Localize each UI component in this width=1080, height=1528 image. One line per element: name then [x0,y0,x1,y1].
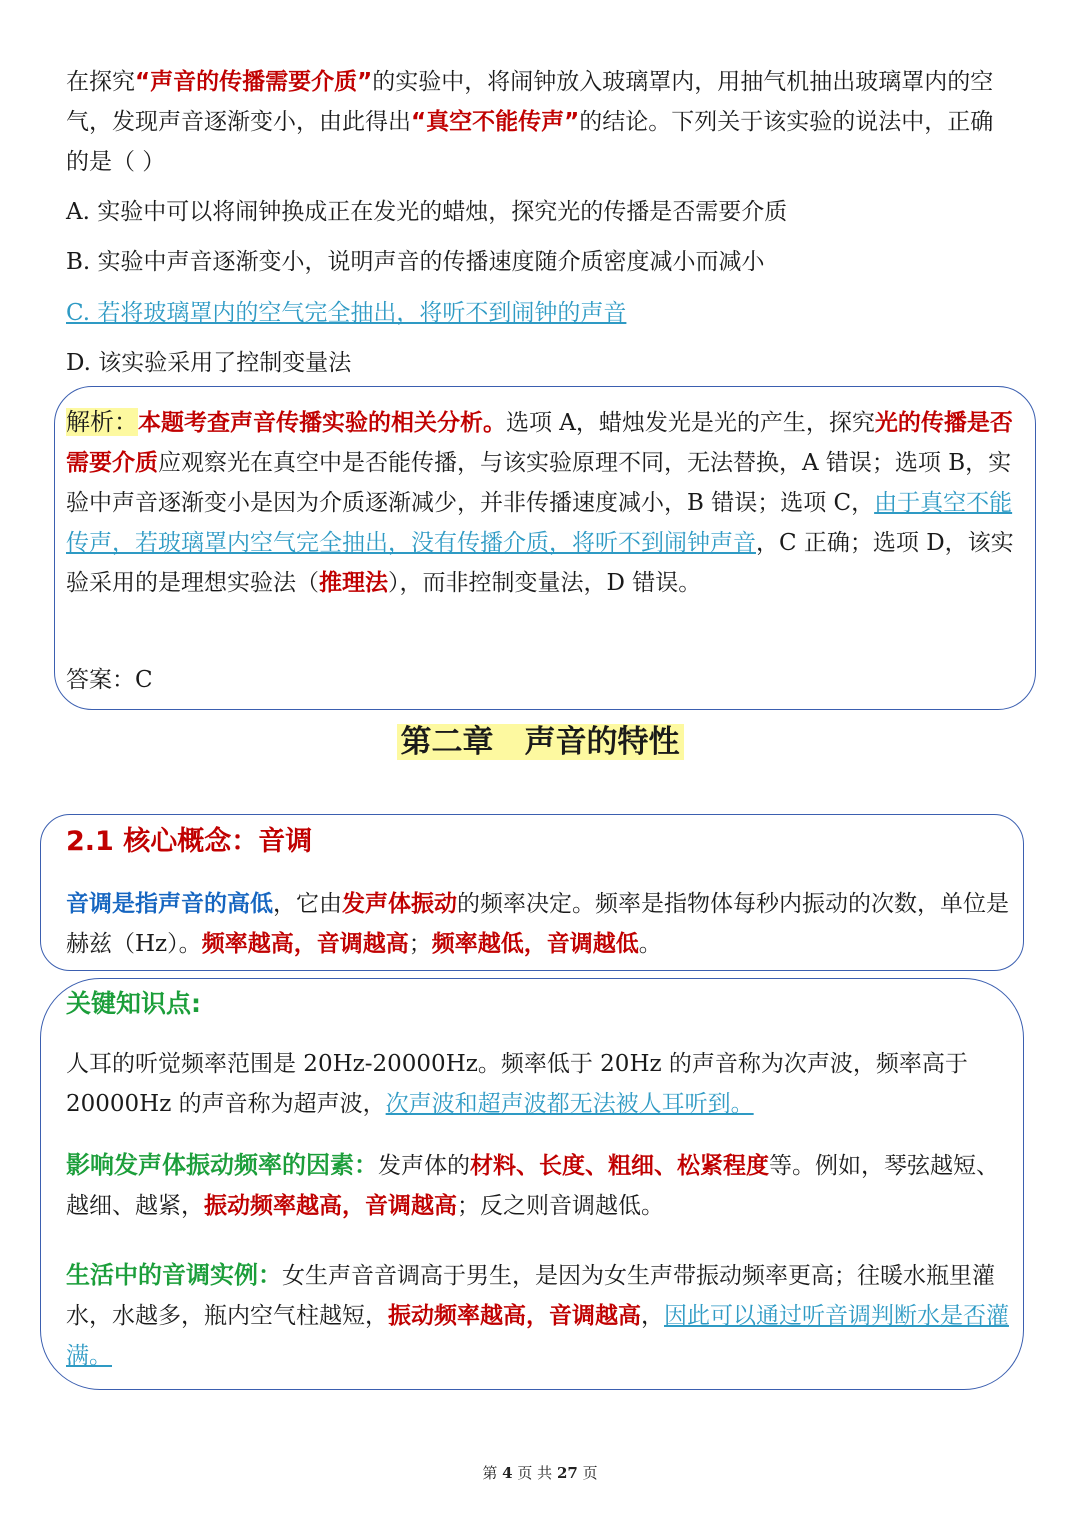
stem-emphasis: 真空不能传声 [426,109,565,135]
answer-line: 答案：C [66,667,153,693]
option-d: D. 该实验采用了控制变量法 [66,350,352,376]
footer-text: 第 [482,1464,498,1482]
concept-sentence: ； [408,931,432,957]
key-point-highlight: 次声波和超声波都无法被人耳听到。 [385,1091,754,1117]
option-c-correct: C. 若将玻璃罩内的空气完全抽出，将听不到闹钟的声音 [66,300,627,326]
concept-sentence: 。 [638,931,662,957]
question-stem [66,62,1016,182]
concept-emphasis: 频率越高，音调越高 [201,931,409,957]
stem-text: 的结论。下列关于该实验的说法中，正确的是（ ） [66,109,994,175]
key-point-sentence: 发声体的 [378,1153,470,1179]
key-point-sentence: 等。例如，琴弦越短、越细、越紧， [66,1153,999,1219]
key-point-frequency-factors [66,1145,1016,1226]
stem-quote: “ [411,109,427,135]
key-point-highlight: 因此可以通过听音调判断水是否灌满。 [66,1303,1009,1369]
chapter-title-text: 第二章 声音的特性 [397,724,684,760]
option-b: B. 实验中声音逐渐变小，说明声音的传播速度随介质密度减小而减小 [66,249,765,275]
analysis-sentence: 应观察光在真空中是否能传播，与该实验原理不同，无法替换，A 错误；选项 B，实验中声音逐渐变小是因为介质逐渐减少，并非传播速度减小，B 错误；选项 C， [66,450,1012,516]
analysis-emphasis: 推理法 [319,570,388,596]
key-point-label: 影响发声体振动频率的因素： [66,1151,378,1179]
concept-title: 2.1 核心概念：音调 [66,826,313,857]
key-point-emphasis: 材料、长度、粗细、松紧程度 [470,1153,769,1179]
page-footer [0,1462,1080,1484]
key-point-life-examples [66,1255,1016,1376]
key-point-emphasis: 振动频率越高，音调越高 [204,1193,457,1219]
concept-emphasis: 音调是指声音的高低 [66,891,273,917]
analysis-text [66,402,1016,603]
stem-emphasis: 声音的传播需要介质 [150,69,358,95]
analysis-sentence: ，C 正确；选项 D，该实验采用的是理想实验法（ [66,530,1014,596]
footer-text: 页 共 [517,1464,553,1482]
key-point-label: 生活中的音调实例： [66,1261,282,1289]
footer-text: 页 [582,1464,598,1482]
analysis-lead: 本题考查声音传播实验的相关分析。 [138,410,506,436]
analysis-sentence: ），而非控制变量法，D 错误。 [388,570,702,596]
stem-quote: ” [357,69,373,95]
key-point-sentence: ；反之则音调越低。 [457,1193,664,1219]
option-a: A. 实验中可以将闹钟换成正在发光的蜡烛，探究光的传播是否需要介质 [66,199,788,225]
concept-emphasis: 发声体振动 [342,891,457,917]
analysis-sentence: 选项 A，蜡烛发光是光的产生，探究 [506,410,875,436]
stem-text: 的实验中，将闹钟放入玻璃罩内，用抽气机抽出玻璃罩内的空气，发现声音逐渐变小，由此得出 [66,69,994,135]
concept-sentence: ，它由 [273,891,342,917]
stem-text: 在探究 [66,69,135,95]
chapter-title [0,718,1080,766]
key-point-sentence: ， [641,1303,664,1329]
key-point-hearing-range [66,1044,1016,1124]
concept-sentence: 的频率决定。频率是指物体每秒内振动的次数，单位是赫兹（Hz）。 [66,891,1009,957]
concept-text [66,884,1016,964]
analysis-highlight: 由于真空不能传声，若玻璃罩内空气完全抽出，没有传播介质，将听不到闹钟声音 [66,490,1013,556]
key-point-sentence: 女生声音音调高于男生，是因为女生声带振动频率更高；往暖水瓶里灌水，水越多，瓶内空气柱越短， [66,1263,995,1329]
key-points-title: 关键知识点: [66,989,201,1018]
key-point-sentence: 人耳的听觉频率范围是 20Hz-20000Hz。频率低于 20Hz 的声音称为次声波，频率高于 20000Hz 的声音称为超声波， [66,1051,968,1117]
stem-quote: ” [564,109,580,135]
analysis-label: 解析： [66,408,138,436]
analysis-emphasis: 光的传播是否需要介质 [66,410,1013,476]
current-page-number: 4 [502,1464,513,1482]
concept-emphasis: 频率越低，音调越低 [431,931,639,957]
key-point-emphasis: 振动频率越高，音调越高 [388,1303,641,1329]
total-page-number: 27 [556,1464,578,1482]
stem-quote: “ [135,69,151,95]
